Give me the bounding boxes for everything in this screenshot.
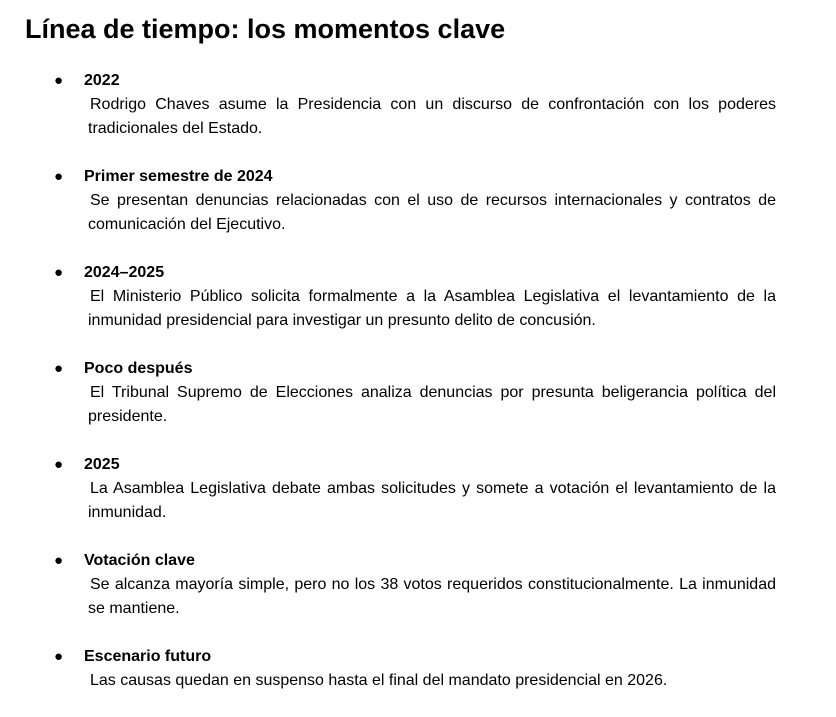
entry-label: 2024–2025 (84, 264, 165, 281)
entry-text: Se alcanza mayoría simple, pero no los 38 votos requeridos constitucionalmente. La inmunidad se mantiene. (88, 576, 776, 617)
entry-text: La Asamblea Legislativa debate ambas solicitudes y somete a votación el levantamiento de la inmunidad. (88, 480, 776, 521)
page-title: Línea de tiempo: los momentos clave (25, 14, 506, 44)
bullet-icon: ● (54, 552, 64, 569)
timeline-entry-first-semester-2024 (0, 165, 776, 237)
timeline-entry-2022 (0, 69, 776, 141)
entry-text: Las causas quedan en suspenso hasta el final del mandato presidencial en 2026. (90, 672, 668, 689)
bullet-icon: ● (54, 360, 64, 377)
entry-label: 2025 (84, 456, 120, 473)
entry-label: 2022 (84, 72, 120, 89)
entry-label: Poco después (84, 360, 193, 377)
bullet-icon: ● (54, 456, 64, 473)
entry-label: Escenario futuro (84, 648, 212, 665)
timeline-entry-future-scenario (0, 645, 776, 693)
bullet-icon: ● (54, 168, 64, 185)
entry-text: El Tribunal Supremo de Elecciones analiza denuncias por presunta beligerancia política del presidente. (88, 384, 776, 425)
bullet-icon: ● (54, 648, 64, 665)
timeline-entry-key-vote (0, 549, 776, 621)
timeline-entry-shortly-after (0, 357, 776, 429)
entry-label: Primer semestre de 2024 (84, 168, 273, 185)
entry-label: Votación clave (84, 552, 195, 569)
bullet-icon: ● (54, 264, 64, 281)
timeline-entry-2024-2025 (0, 261, 776, 333)
timeline-entry-2025 (0, 453, 776, 525)
entry-text: Rodrigo Chaves asume la Presidencia con un discurso de confrontación con los poderes tradicionales del Estado. (88, 96, 776, 137)
timeline-list (0, 69, 836, 717)
entry-text: Se presentan denuncias relacionadas con el uso de recursos internacionales y contratos de comunicación del Ejecutivo. (88, 192, 776, 233)
entry-text: El Ministerio Público solicita formalmente a la Asamblea Legislativa el levantamiento de la inmunidad presidencial para investigar un presunto delito de concusión. (88, 288, 776, 329)
bullet-icon: ● (54, 72, 64, 89)
